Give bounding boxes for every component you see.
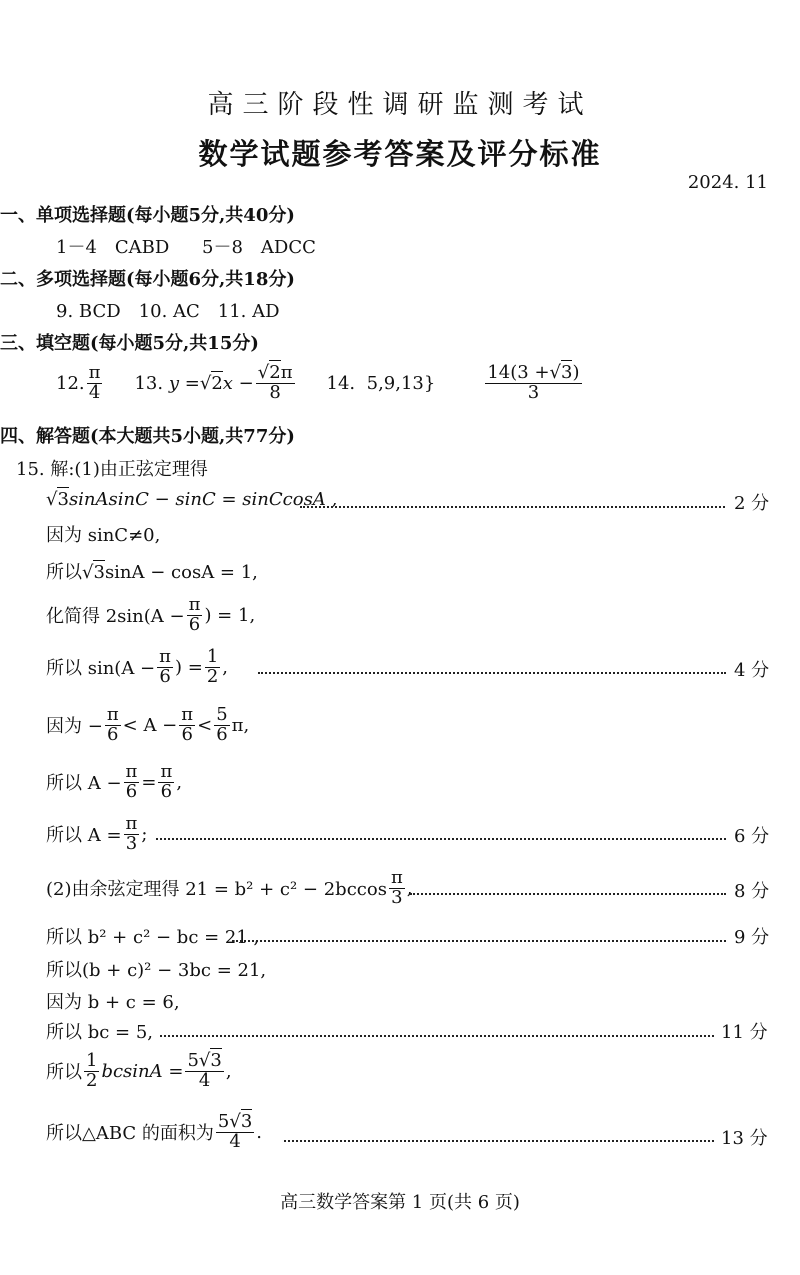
score-leader [284,1140,714,1142]
extra-num-b: ) [572,362,580,383]
score-leader [258,672,726,674]
solution-line-11: 所以(b + c)² − 3bc = 21, [46,960,267,981]
solution-line-6: 因为 − $\frac{\pi}{6}$ < A − $\frac{\pi}{6}$ < $\frac{5}{6}$ π, [46,704,250,745]
solution-line-8: 所以 A = $\frac{\pi}{3}$ ; [46,813,148,854]
extra-denominator: 3 [527,381,540,403]
page-title: 数学试题参考答案及评分标准 [198,137,602,171]
q13-num-root: 2 [269,362,281,383]
page-subtitle: 高三阶段性调研监测考试 [207,90,593,120]
fill-in-answers [56,364,584,403]
solution-line-14: 所以 $\frac{1}{2}$ bcsinA = $\frac{5√3}{4}$ , [46,1050,232,1091]
score-11: 11 分 [721,1022,768,1043]
solution-line-2: 因为 sinC≠0, [46,525,161,546]
solution-line-10: 所以 b² + c² − bc = 21 , [46,927,260,948]
q15-intro: 15. 解:(1)由正弦定理得 [16,459,208,480]
section-1-answers-b: 5－8 ADCC [202,237,316,258]
score-2: 2 分 [734,493,770,514]
section-4-heading: 四、解答题(本大题共5小题,共77分) [0,426,295,447]
q14-label: 14. [326,372,356,394]
solution-line-5: 所以 sin(A − $\frac{\pi}{6}$ ) = $\frac{1}{2}$ , [46,646,228,687]
q13-num-tail: π [280,362,293,383]
score-13: 13 分 [721,1128,768,1149]
solution-line-15: 所以△ABC 的面积为 $\frac{5√3}{4}$ . [46,1111,263,1152]
solution-line-13: 所以 bc = 5, [46,1022,154,1043]
score-8: 8 分 [734,881,770,902]
score-9: 9 分 [734,927,770,948]
score-4: 4 分 [734,660,770,681]
q13-prefix: y = [168,372,200,394]
score-leader [410,893,726,895]
q13-sqrt: √2 [199,372,223,394]
extra-root: 3 [561,362,573,383]
q13-label: 13. [134,372,164,394]
solution-line-3: 所以√3sinA − cosA = 1, [46,562,258,583]
solution-line-1: √3sinAsinC − sinC = sinCcosA , [46,489,338,510]
score-leader [160,1035,714,1037]
q14-value: 5,9,13} [366,372,436,394]
solution-line-12: 因为 b + c = 6, [46,992,180,1013]
q13-fraction: $\frac{√2\pi}{8}$ [257,362,293,403]
q12-fraction [87,364,103,403]
extra-num-a: 14(3 + [487,362,550,383]
q12-numerator: π [88,362,101,383]
score-6: 6 分 [734,826,770,847]
solution-line-9: (2)由余弦定理得 21 = b² + c² − 2bccos $\frac{\pi}{3}$ , [46,867,413,908]
extra-fraction: $\frac{14(3 +√3)}{3}$ [487,362,580,403]
section-2-heading: 二、多项选择题(每小题6分,共18分) [0,269,295,290]
section-2-answers: 9. BCD 10. AC 11. AD [56,301,280,322]
solution-line-7: 所以 A − $\frac{\pi}{6}$ = $\frac{\pi}{6}$ , [46,761,183,802]
q13-mid: x − [222,372,254,394]
solution-line-4: 化简得 2sin(A − $\frac{\pi}{6}$ ) = 1, [46,594,256,635]
score-leader [232,940,726,942]
section-3-heading: 三、填空题(每小题5分,共15分) [0,333,259,354]
q13-denominator: 8 [269,381,281,403]
q12-denominator: 4 [88,381,101,403]
q12-label: 12. [56,372,85,394]
section-1-answers-a: 1－4 CABD [56,237,170,258]
section-1-heading: 一、单项选择题(每小题5分,共40分) [0,205,295,226]
page-footer: 高三数学答案第 1 页(共 6 页) [280,1192,520,1213]
exam-date: 2024. 11 [687,172,768,193]
score-leader [300,506,725,508]
score-leader [156,838,726,840]
